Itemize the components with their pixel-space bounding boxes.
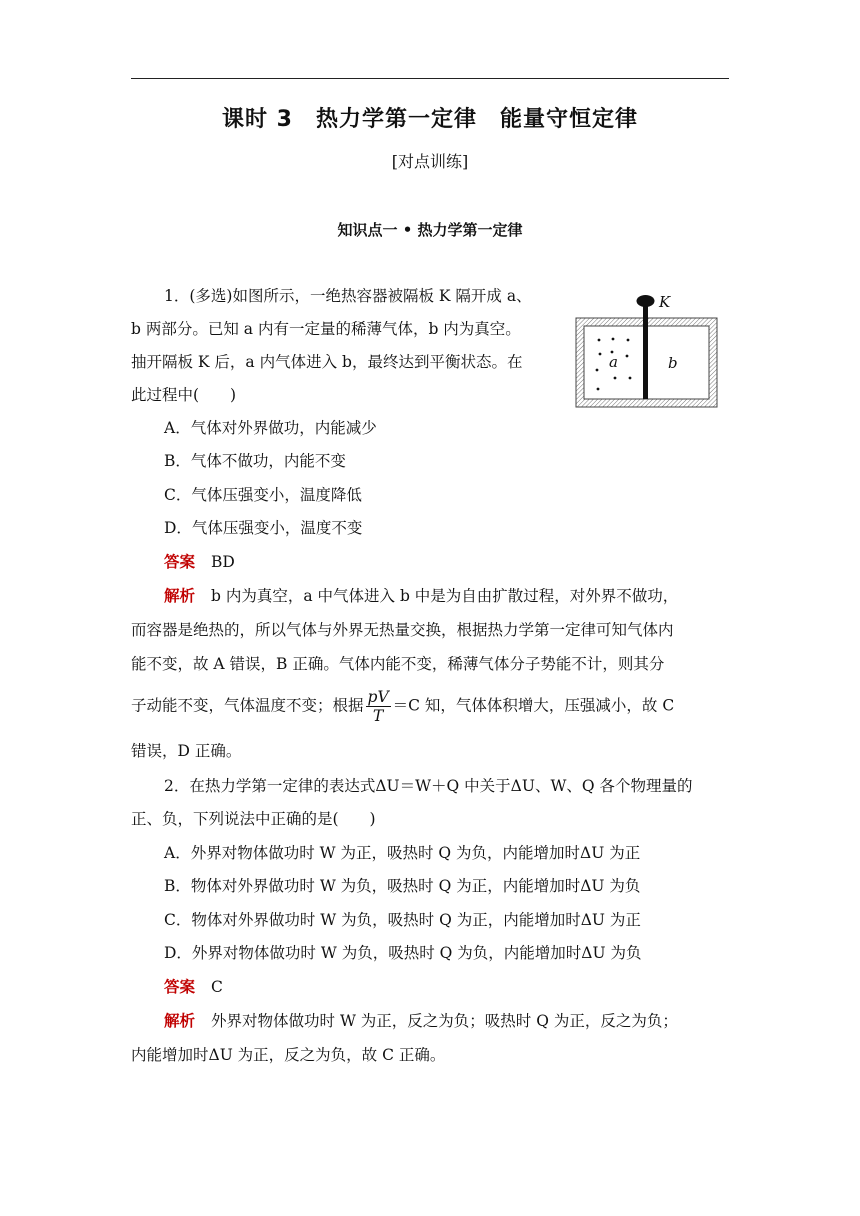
page-subtitle: [对点训练]	[391, 152, 469, 171]
q1-analysis-line-5: 错误，D 正确。	[131, 742, 242, 760]
q2-analysis-label: 解析	[164, 1012, 196, 1030]
q1-answer-value: BD	[211, 553, 235, 571]
page-title: 课时 3 热力学第一定律 能量守恒定律	[222, 107, 638, 132]
q1-analysis-line-1	[164, 586, 678, 606]
label-a: a	[609, 353, 618, 371]
q2-option-b: B．物体对外界做功时 W 为负，吸热时 Q 为正，内能增加时ΔU 为负	[164, 877, 641, 895]
q1-analysis-text-4a: 子动能不变，气体温度不变；根据	[131, 696, 364, 715]
q1-analysis-line-3: 能不变，故 A 错误，B 正确。气体内能不变，稀薄气体分子势能不计，则其分	[131, 655, 665, 673]
q1-analysis-text-1: b 内为真空，a 中气体进入 b 中是为自由扩散过程，对外界不做功，	[211, 587, 679, 605]
label-k: K	[659, 293, 671, 311]
q1-analysis-label: 解析	[164, 587, 196, 605]
q1-stem-line-4: 此过程中( )	[131, 386, 237, 404]
formula-denominator: T	[372, 707, 384, 725]
container-figure	[575, 290, 720, 414]
q2-stem-line-1: 2．在热力学第一定律的表达式ΔU＝W＋Q 中关于ΔU、W、Q 各个物理量的	[164, 777, 693, 795]
q2-option-c: C．物体对外界做功时 W 为负，吸热时 Q 为正，内能增加时ΔU 为正	[164, 911, 641, 929]
q2-analysis-text-1: 外界对物体做功时 W 为正，反之为负；吸热时 Q 为正，反之为负；	[211, 1012, 678, 1030]
q1-option-a: A．气体对外界做功，内能减少	[164, 419, 377, 437]
q1-option-c: C．气体压强变小，温度降低	[164, 486, 362, 504]
q2-analysis-line-1	[164, 1011, 678, 1031]
q2-answer-label: 答案	[164, 978, 196, 996]
q1-option-d: D．气体压强变小，温度不变	[164, 519, 363, 537]
q1-stem-line-1: 1．(多选)如图所示，一绝热容器被隔板 K 隔开成 a、	[164, 287, 532, 305]
q2-analysis-line-2: 内能增加时ΔU 为正，反之为负，故 C 正确。	[131, 1046, 446, 1064]
formula-numerator: pV	[367, 688, 389, 706]
q1-analysis-line-2: 而容器是绝热的，所以气体与外界无热量交换，根据热力学第一定律可知气体内	[131, 621, 674, 639]
q2-stem-line-2: 正、负，下列说法中正确的是( )	[131, 810, 376, 828]
formula-pv-over-t	[366, 688, 391, 725]
q2-option-a: A．外界对物体做功时 W 为正，吸热时 Q 为负，内能增加时ΔU 为正	[164, 844, 641, 862]
q1-answer-label: 答案	[164, 553, 196, 571]
q1-answer	[164, 552, 235, 572]
section-title: 知识点一 • 热力学第一定律	[337, 221, 523, 239]
q1-option-b: B．气体不做功，内能不变	[164, 452, 346, 470]
q2-option-d: D．外界对物体做功时 W 为负，吸热时 Q 为负，内能增加时ΔU 为负	[164, 944, 642, 962]
q1-stem-line-2: b 两部分。已知 a 内有一定量的稀薄气体，b 内为真空。	[131, 320, 521, 338]
label-b: b	[668, 354, 678, 372]
q1-analysis-line-4	[131, 688, 674, 725]
q2-answer-value: C	[211, 978, 223, 996]
q1-analysis-text-4b: ＝C 知，气体体积增大，压强减小，故 C	[392, 696, 675, 715]
q2-answer	[164, 977, 223, 997]
q1-stem-line-3: 抽开隔板 K 后，a 内气体进入 b，最终达到平衡状态。在	[131, 353, 523, 371]
header-rule	[131, 78, 729, 79]
